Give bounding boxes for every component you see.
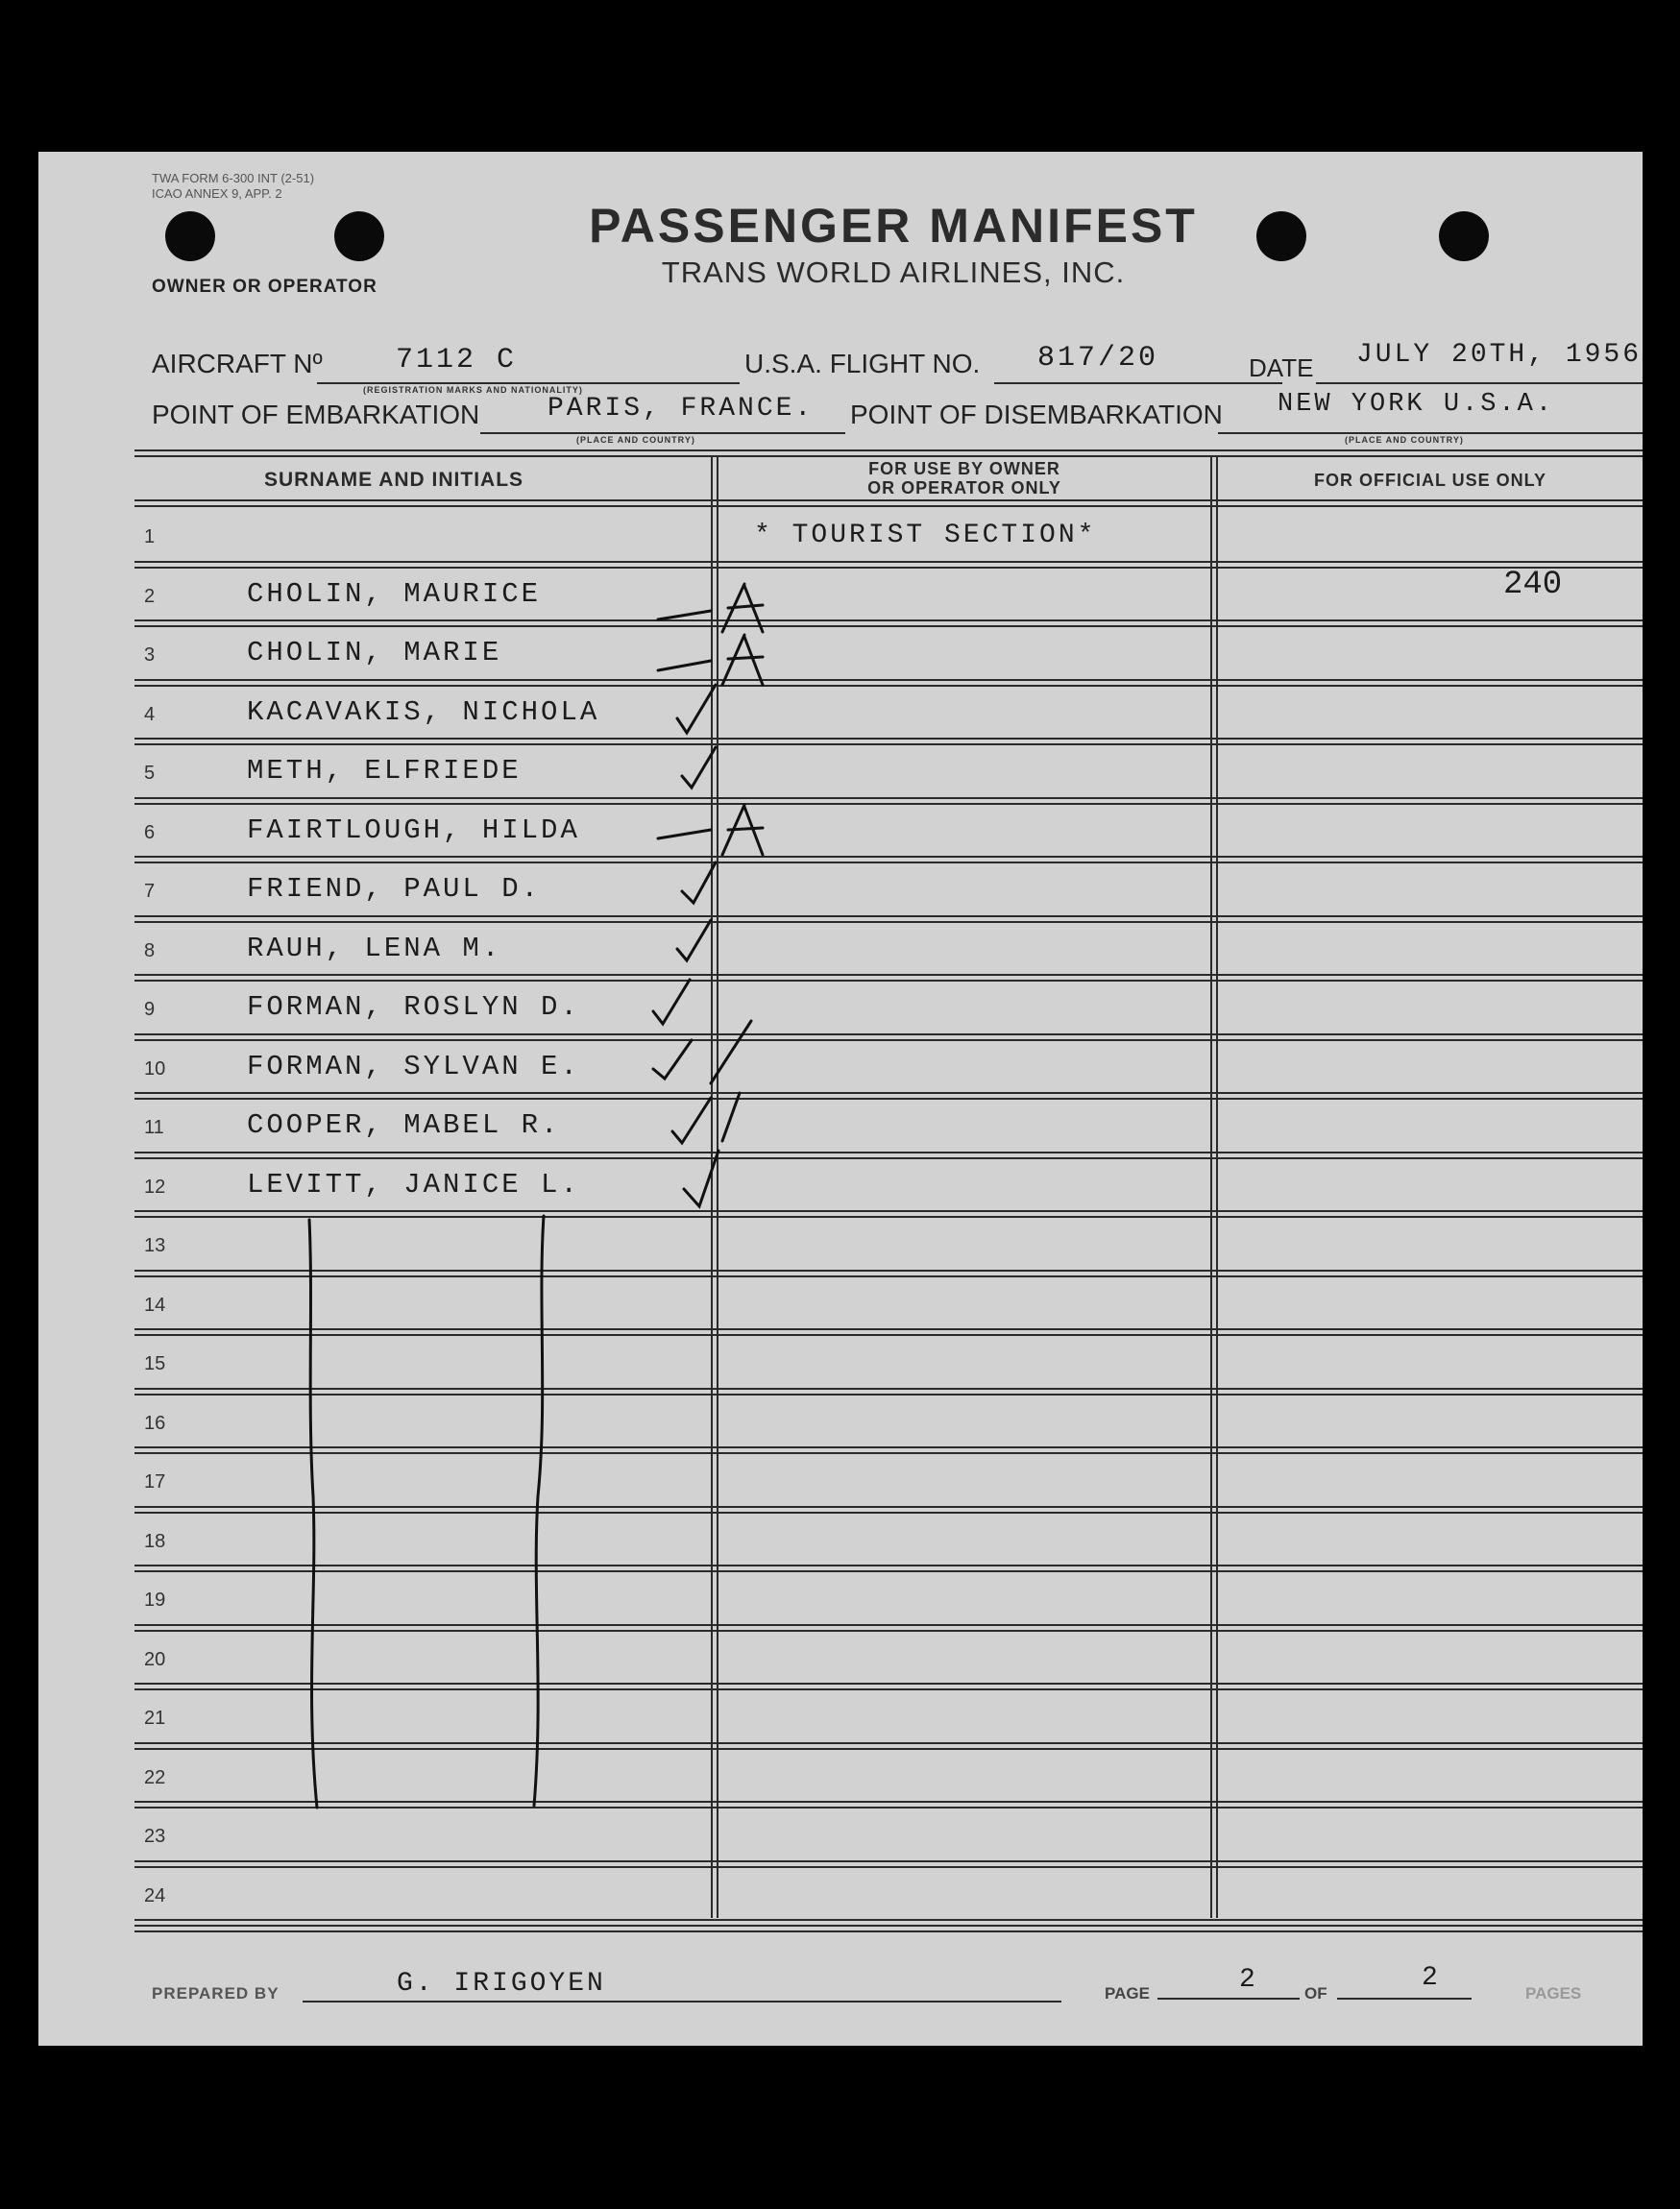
row-number: 2 — [144, 585, 156, 607]
owner-operator-label: OWNER OR OPERATOR — [152, 277, 377, 297]
row-number: 9 — [144, 999, 156, 1020]
row-number: 1 — [144, 526, 156, 547]
row-number: 20 — [144, 1648, 166, 1670]
passenger-name: RAUH, LENA M. — [247, 932, 502, 964]
pages-label: PAGES — [1525, 1984, 1582, 2003]
disembarkation-label: POINT OF DISEMBARKATION — [850, 400, 1223, 429]
passenger-name: FORMAN, ROSLYN D. — [247, 991, 580, 1023]
date-value: JULY 20TH, 1956 — [1356, 340, 1643, 370]
form-code-line1: TWA FORM 6-300 INT (2-51) — [152, 171, 315, 185]
row-number: 10 — [144, 1057, 166, 1080]
row-number: 5 — [144, 763, 156, 784]
aircraft-label: AIRCRAFT Nº — [152, 349, 323, 378]
page-value: 2 — [1239, 1965, 1255, 1995]
of-value: 2 — [1422, 1963, 1438, 1993]
row-number: 18 — [144, 1530, 166, 1552]
disembarkation-value: NEW YORK U.S.A. — [1278, 390, 1555, 419]
col-header-official: FOR OFFICIAL USE ONLY — [1313, 471, 1547, 490]
disembarkation-hint: (PLACE AND COUNTRY) — [1345, 435, 1464, 445]
date-label: DATE — [1249, 353, 1314, 382]
form-code-line2: ICAO ANNEX 9, APP. 2 — [152, 186, 282, 201]
row-number: 21 — [144, 1708, 166, 1729]
row-number: 22 — [144, 1766, 166, 1788]
official-note-240: 240 — [1503, 567, 1563, 603]
of-label: OF — [1304, 1984, 1327, 2003]
row-number: 6 — [144, 821, 156, 843]
row-number: 24 — [144, 1884, 166, 1906]
embarkation-label: POINT OF EMBARKATION — [152, 400, 480, 429]
embarkation-hint: (PLACE AND COUNTRY) — [576, 435, 695, 445]
row-number: 11 — [144, 1117, 164, 1138]
row-number: 4 — [144, 703, 156, 725]
embarkation-value: PARIS, FRANCE. — [548, 394, 815, 424]
row-number: 7 — [144, 881, 156, 902]
row-number: 16 — [144, 1412, 166, 1434]
row-number: 13 — [144, 1235, 166, 1256]
row-number: 17 — [144, 1471, 166, 1493]
page-label: PAGE — [1105, 1984, 1150, 2003]
passenger-name: CHOLIN, MAURICE — [247, 577, 542, 610]
passenger-name: COOPER, MABEL R. — [247, 1109, 561, 1141]
passenger-name: LEVITT, JANICE L. — [247, 1168, 580, 1201]
passenger-name: FRIEND, PAUL D. — [247, 873, 542, 905]
manifest-title: PASSENGER MANIFEST — [589, 199, 1198, 253]
manifest-sheet — [38, 152, 1643, 2046]
prepared-by-label: PREPARED BY — [152, 1984, 280, 2003]
flight-no-label: U.S.A. FLIGHT NO. — [744, 349, 981, 378]
table-bottom-rule — [134, 1925, 1643, 1932]
prepared-by-value: G. IRIGOYEN — [397, 1969, 606, 1999]
tourist-section-note: * TOURIST SECTION* — [754, 521, 1097, 550]
passenger-name: KACAVAKIS, NICHOLA — [247, 695, 600, 728]
flight-no-value: 817/20 — [1037, 342, 1159, 375]
handwritten-checkmarks — [38, 152, 1643, 2046]
row-number: 3 — [144, 644, 156, 666]
col-header-surname: SURNAME AND INITIALS — [264, 469, 524, 491]
row-number: 23 — [144, 1826, 166, 1847]
passenger-name: FORMAN, SYLVAN E. — [247, 1050, 580, 1082]
airline-name: TRANS WORLD AIRLINES, INC. — [661, 255, 1126, 289]
aircraft-hint: (REGISTRATION MARKS AND NATIONALITY) — [363, 385, 583, 395]
col-header-owner: FOR USE BY OWNER OR OPERATOR ONLY — [867, 459, 1061, 498]
aircraft-value: 7112 C — [396, 344, 518, 376]
passenger-name: FAIRTLOUGH, HILDA — [247, 813, 580, 846]
passenger-name: CHOLIN, MARIE — [247, 637, 502, 668]
row-number: 19 — [144, 1590, 166, 1611]
row-number: 8 — [144, 939, 156, 961]
passenger-name: METH, ELFRIEDE — [247, 755, 522, 787]
row-number: 15 — [144, 1353, 166, 1374]
row-number: 12 — [144, 1176, 166, 1198]
row-number: 14 — [144, 1294, 166, 1316]
